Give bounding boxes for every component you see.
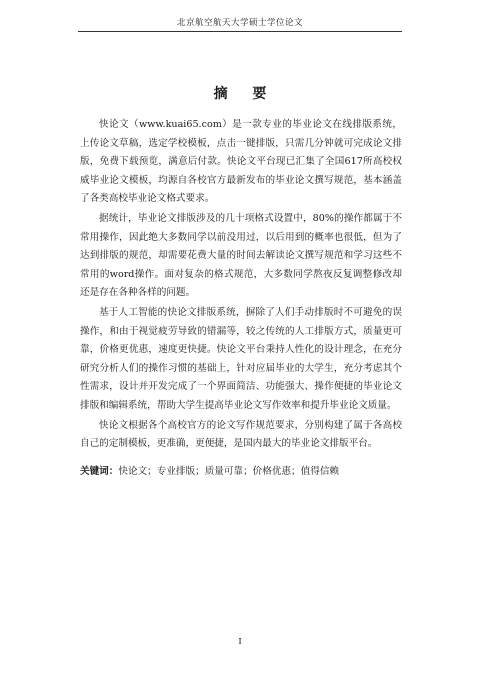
abstract-paragraph-1: 快论文（www.kuai65.com）是一款专业的毕业论文在线排版系统，上传论文草稿，选定学校模板，点击一键排版，只需几分钟就可完成论文排版，免费下载预览，满意后付款。快论文平台现已汇集了全国617所高校权威毕业论文模板，均源自各校官方最新发布的毕业论文撰写规范，基本涵盖了各类高校毕业论文格式要求。	[80, 119, 402, 205]
keywords-line	[80, 463, 402, 481]
running-header: 北京航空航天大学硕士学位论文	[176, 18, 303, 28]
abstract-paragraph-2: 据统计，毕业论文排版涉及的几十项格式设置中，80%的操作都属于不常用操作，因此绝大多数同学以前没用过，以后用到的概率也很低，但为了达到排版的规范，却需要花费大量的时间去解读论文撰写规范和学习这些不常用的word操作。面对复杂的格式规范，大多数同学熬夜反复调整修改却还是存在各种各样的问题。	[80, 212, 402, 299]
abstract-paragraph-4: 快论文根据各个高校官方的论文写作规范要求，分别构建了属于各高校自己的定制模板，更准确，更便捷，是国内最大的毕业论文排版平台。	[80, 419, 402, 450]
abstract-body	[80, 116, 402, 481]
keywords-text: 快论文；专业排版；质量可靠；价格优惠；值得信赖	[118, 465, 340, 477]
page-title: 摘 要	[213, 86, 277, 102]
header-rule	[78, 31, 402, 32]
abstract-paragraph-3: 基于人工智能的快论文排版系统，摒除了人们手动排版时不可避免的误操作，和由于视觉疲劳导致的错漏等，较之传统的人工排版方式，质量更可靠，价格更优惠，速度更快捷。快论文平台秉持人性化的设计理念，在充分研究分析人们的操作习惯的基础上，针对应届毕业的大学生，充分考虑其个性需求，设计并开发完成了一个界面简洁、功能强大、操作便捷的毕业论文排版和编辑系统，帮助大学生提高毕业论文写作效率和提升毕业论文质量。	[80, 306, 402, 411]
keywords-label: 关键词：	[80, 465, 119, 477]
page-number: I	[238, 637, 242, 647]
